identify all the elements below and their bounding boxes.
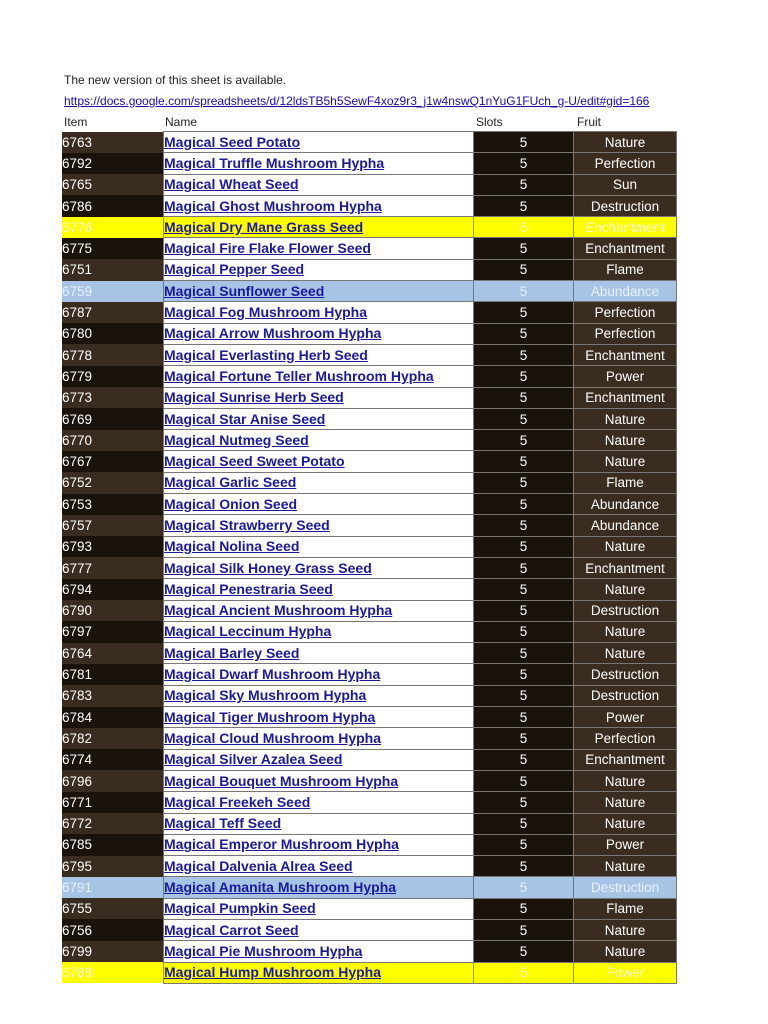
item-name-link[interactable]: Magical Fire Flake Flower Seed: [164, 240, 371, 257]
item-name-link[interactable]: Magical Onion Seed: [164, 495, 298, 512]
slots-cell: 5: [474, 238, 574, 259]
slots-cell: 5: [474, 770, 574, 791]
fruit-cell: Enchantment: [574, 387, 677, 408]
item-name-link[interactable]: Magical Pepper Seed: [164, 261, 305, 278]
name-cell: [164, 408, 474, 429]
item-id-cell: 6795: [62, 856, 164, 877]
table-row: [62, 941, 677, 962]
table-row: [62, 281, 677, 302]
fruit-cell: Perfection: [574, 153, 677, 174]
item-name-link[interactable]: Magical Nutmeg Seed: [164, 431, 309, 448]
slots-cell: 5: [474, 259, 574, 280]
item-id-cell: 6772: [62, 813, 164, 834]
table-row: [62, 557, 677, 578]
name-cell: [164, 770, 474, 791]
table-row: [62, 217, 677, 238]
item-id-cell: 6786: [62, 195, 164, 216]
fruit-cell: Nature: [574, 856, 677, 877]
item-id-cell: 6796: [62, 770, 164, 791]
fruit-cell: Power: [574, 834, 677, 855]
fruit-cell: Nature: [574, 430, 677, 451]
item-id-cell: 6751: [62, 259, 164, 280]
item-id-cell: 6765: [62, 174, 164, 195]
name-cell: [164, 515, 474, 536]
item-name-link[interactable]: Magical Hump Mushroom Hypha: [164, 964, 382, 981]
item-id-cell: 6752: [62, 472, 164, 493]
table-row: [62, 472, 677, 493]
table-row: [62, 153, 677, 174]
table-row: [62, 494, 677, 515]
table-body: [62, 132, 677, 984]
item-name-link[interactable]: Magical Bouquet Mushroom Hypha: [164, 772, 399, 789]
slots-cell: 5: [474, 281, 574, 302]
name-cell: [164, 238, 474, 259]
fruit-cell: Nature: [574, 643, 677, 664]
item-name-link[interactable]: Magical Teff Seed: [164, 815, 282, 832]
table-row: [62, 515, 677, 536]
table-row: [62, 323, 677, 344]
fruit-cell: Nature: [574, 813, 677, 834]
name-cell: [164, 919, 474, 940]
slots-cell: 5: [474, 579, 574, 600]
name-cell: [164, 366, 474, 387]
slots-cell: 5: [474, 195, 574, 216]
table-row: [62, 877, 677, 898]
slots-cell: 5: [474, 366, 574, 387]
fruit-cell: Nature: [574, 941, 677, 962]
name-cell: [164, 643, 474, 664]
name-cell: [164, 685, 474, 706]
item-name-link[interactable]: Magical Dry Mane Grass Seed: [164, 218, 364, 235]
item-name-link[interactable]: Magical Seed Sweet Potato: [164, 453, 345, 470]
slots-cell: 5: [474, 472, 574, 493]
table-row: [62, 792, 677, 813]
item-name-link[interactable]: Magical Barley Seed: [164, 644, 300, 661]
slots-cell: 5: [474, 515, 574, 536]
fruit-cell: Enchantment: [574, 238, 677, 259]
item-id-cell: 6782: [62, 728, 164, 749]
name-cell: [164, 813, 474, 834]
table-row: [62, 238, 677, 259]
name-cell: [164, 302, 474, 323]
name-cell: [164, 451, 474, 472]
slots-cell: 5: [474, 323, 574, 344]
fruit-cell: Destruction: [574, 877, 677, 898]
item-id-cell: 6769: [62, 408, 164, 429]
name-cell: [164, 557, 474, 578]
name-cell: [164, 153, 474, 174]
name-cell: [164, 749, 474, 770]
slots-cell: 5: [474, 664, 574, 685]
table-row: [62, 600, 677, 621]
fruit-cell: Abundance: [574, 281, 677, 302]
item-id-cell: 6771: [62, 792, 164, 813]
item-name-link[interactable]: Magical Fortune Teller Mushroom Hypha: [164, 367, 434, 384]
item-name-link[interactable]: Magical Truffle Mushroom Hypha: [164, 154, 385, 171]
table-row: [62, 451, 677, 472]
fruit-cell: Enchantment: [574, 749, 677, 770]
item-id-cell: 6784: [62, 707, 164, 728]
slots-cell: 5: [474, 749, 574, 770]
slots-cell: 5: [474, 919, 574, 940]
update-notice: The new version of this sheet is available.: [64, 73, 287, 87]
fruit-cell: Sun: [574, 174, 677, 195]
table-row: [62, 728, 677, 749]
items-table: [62, 131, 677, 984]
slots-cell: 5: [474, 217, 574, 238]
name-cell: [164, 579, 474, 600]
name-cell: [164, 387, 474, 408]
fruit-cell: Flame: [574, 259, 677, 280]
name-cell: [164, 472, 474, 493]
slots-cell: 5: [474, 707, 574, 728]
item-name-link[interactable]: Magical Ghost Mushroom Hypha: [164, 197, 382, 214]
name-cell: [164, 174, 474, 195]
fruit-cell: Power: [574, 707, 677, 728]
item-id-cell: 6791: [62, 877, 164, 898]
item-id-cell: 6776: [62, 217, 164, 238]
slots-cell: 5: [474, 600, 574, 621]
name-cell: [164, 728, 474, 749]
item-id-cell: 6767: [62, 451, 164, 472]
name-cell: [164, 281, 474, 302]
item-id-cell: 6788: [62, 962, 164, 983]
slots-cell: 5: [474, 451, 574, 472]
fruit-cell: Nature: [574, 408, 677, 429]
table-row: [62, 834, 677, 855]
item-name-link[interactable]: Magical Carrot Seed: [164, 921, 299, 938]
item-id-cell: 6759: [62, 281, 164, 302]
item-name-link[interactable]: Magical Fog Mushroom Hypha: [164, 304, 368, 321]
slots-cell: 5: [474, 408, 574, 429]
fruit-cell: Nature: [574, 770, 677, 791]
item-id-cell: 6770: [62, 430, 164, 451]
item-id-cell: 6778: [62, 344, 164, 365]
item-id-cell: 6755: [62, 898, 164, 919]
item-id-cell: 6785: [62, 834, 164, 855]
slots-cell: 5: [474, 536, 574, 557]
header-name: Name: [165, 115, 198, 129]
item-id-cell: 6757: [62, 515, 164, 536]
item-id-cell: 6764: [62, 643, 164, 664]
slots-cell: 5: [474, 898, 574, 919]
slots-cell: 5: [474, 344, 574, 365]
table-row: [62, 621, 677, 642]
name-cell: [164, 792, 474, 813]
table-row: [62, 685, 677, 706]
header-fruit: Fruit: [577, 115, 601, 129]
fruit-cell: Nature: [574, 451, 677, 472]
item-id-cell: 6799: [62, 941, 164, 962]
item-name-link[interactable]: Magical Amanita Mushroom Hypha: [164, 879, 397, 896]
table-row: [62, 898, 677, 919]
table-row: [62, 259, 677, 280]
name-cell: [164, 941, 474, 962]
item-name-link[interactable]: Magical Leccinum Hypha: [164, 623, 332, 640]
item-name-link[interactable]: Magical Nolina Seed: [164, 538, 300, 555]
name-cell: [164, 217, 474, 238]
fruit-cell: Destruction: [574, 664, 677, 685]
slots-cell: 5: [474, 621, 574, 642]
item-name-link[interactable]: Magical Star Anise Seed: [164, 410, 326, 427]
header-slots: Slots: [476, 115, 503, 129]
slots-cell: 5: [474, 153, 574, 174]
table-row: [62, 430, 677, 451]
item-id-cell: 6774: [62, 749, 164, 770]
slots-cell: 5: [474, 877, 574, 898]
table-row: [62, 195, 677, 216]
item-name-link[interactable]: Magical Sunflower Seed: [164, 282, 325, 299]
item-name-link[interactable]: Magical Dalvenia Alrea Seed: [164, 857, 353, 874]
name-cell: [164, 664, 474, 685]
name-cell: [164, 834, 474, 855]
fruit-cell: Destruction: [574, 195, 677, 216]
slots-cell: 5: [474, 962, 574, 983]
slots-cell: 5: [474, 813, 574, 834]
item-name-link[interactable]: Magical Tiger Mushroom Hypha: [164, 708, 376, 725]
sheet-link[interactable]: https://docs.google.com/spreadsheets/d/12ldsTB5h5SewF4xoz9r3_j1w4nswQ1nYuG1FUch_g-U/edit#gid=166: [64, 94, 650, 108]
item-id-cell: 6773: [62, 387, 164, 408]
fruit-cell: Abundance: [574, 515, 677, 536]
header-item: Item: [64, 115, 88, 129]
table-row: [62, 302, 677, 323]
fruit-cell: Perfection: [574, 728, 677, 749]
item-id-cell: 6790: [62, 600, 164, 621]
name-cell: [164, 856, 474, 877]
name-cell: [164, 877, 474, 898]
fruit-cell: Power: [574, 962, 677, 983]
slots-cell: 5: [474, 494, 574, 515]
fruit-cell: Enchantment: [574, 344, 677, 365]
fruit-cell: Flame: [574, 898, 677, 919]
fruit-cell: Flame: [574, 472, 677, 493]
table-row: [62, 707, 677, 728]
fruit-cell: Nature: [574, 132, 677, 153]
item-id-cell: 6783: [62, 685, 164, 706]
item-id-cell: 6797: [62, 621, 164, 642]
fruit-cell: Enchantment: [574, 557, 677, 578]
item-id-cell: 6792: [62, 153, 164, 174]
item-name-link[interactable]: Magical Cloud Mushroom Hypha: [164, 729, 382, 746]
item-id-cell: 6753: [62, 494, 164, 515]
fruit-cell: Destruction: [574, 685, 677, 706]
item-id-cell: 6794: [62, 579, 164, 600]
item-id-cell: 6763: [62, 132, 164, 153]
item-name-link[interactable]: Magical Wheat Seed: [164, 176, 299, 193]
slots-cell: 5: [474, 302, 574, 323]
item-name-link[interactable]: Magical Strawberry Seed: [164, 516, 330, 533]
table-row: [62, 962, 677, 983]
fruit-cell: Power: [574, 366, 677, 387]
table-row: [62, 387, 677, 408]
item-name-link[interactable]: Magical Ancient Mushroom Hypha: [164, 602, 393, 619]
name-cell: [164, 621, 474, 642]
slots-cell: 5: [474, 856, 574, 877]
name-cell: [164, 494, 474, 515]
slots-cell: 5: [474, 643, 574, 664]
item-id-cell: 6756: [62, 919, 164, 940]
name-cell: [164, 195, 474, 216]
item-name-link[interactable]: Magical Pie Mushroom Hypha: [164, 942, 363, 959]
fruit-cell: Nature: [574, 621, 677, 642]
slots-cell: 5: [474, 834, 574, 855]
name-cell: [164, 344, 474, 365]
name-cell: [164, 430, 474, 451]
item-name-link[interactable]: Magical Sunrise Herb Seed: [164, 389, 344, 406]
item-id-cell: 6779: [62, 366, 164, 387]
slots-cell: 5: [474, 941, 574, 962]
item-id-cell: 6787: [62, 302, 164, 323]
name-cell: [164, 898, 474, 919]
item-name-link[interactable]: Magical Seed Potato: [164, 133, 301, 150]
item-id-cell: 6777: [62, 557, 164, 578]
item-name-link[interactable]: Magical Dwarf Mushroom Hypha: [164, 666, 381, 683]
item-name-link[interactable]: Magical Arrow Mushroom Hypha: [164, 325, 382, 342]
fruit-cell: Nature: [574, 919, 677, 940]
slots-cell: 5: [474, 387, 574, 408]
table-row: [62, 856, 677, 877]
fruit-cell: Perfection: [574, 323, 677, 344]
table-row: [62, 749, 677, 770]
item-id-cell: 6780: [62, 323, 164, 344]
name-cell: [164, 600, 474, 621]
name-cell: [164, 132, 474, 153]
fruit-cell: Abundance: [574, 494, 677, 515]
fruit-cell: Enchantment: [574, 217, 677, 238]
item-id-cell: 6775: [62, 238, 164, 259]
slots-cell: 5: [474, 728, 574, 749]
item-name-link[interactable]: Magical Emperor Mushroom Hypha: [164, 836, 399, 853]
name-cell: [164, 707, 474, 728]
item-name-link[interactable]: Magical Garlic Seed: [164, 474, 297, 491]
item-name-link[interactable]: Magical Pumpkin Seed: [164, 900, 316, 917]
fruit-cell: Nature: [574, 536, 677, 557]
fruit-cell: Nature: [574, 579, 677, 600]
table-row: [62, 664, 677, 685]
table-row: [62, 536, 677, 557]
name-cell: [164, 323, 474, 344]
item-id-cell: 6781: [62, 664, 164, 685]
table-row: [62, 174, 677, 195]
item-name-link[interactable]: Magical Silk Honey Grass Seed: [164, 559, 372, 576]
fruit-cell: Nature: [574, 792, 677, 813]
table-row: [62, 919, 677, 940]
item-name-link[interactable]: Magical Sky Mushroom Hypha: [164, 687, 367, 704]
name-cell: [164, 962, 474, 983]
name-cell: [164, 536, 474, 557]
table-row: [62, 344, 677, 365]
slots-cell: 5: [474, 132, 574, 153]
item-id-cell: 6793: [62, 536, 164, 557]
item-name-link[interactable]: Magical Silver Azalea Seed: [164, 751, 343, 768]
item-name-link[interactable]: Magical Penestraria Seed: [164, 580, 333, 597]
table-row: [62, 366, 677, 387]
name-cell: [164, 259, 474, 280]
fruit-cell: Destruction: [574, 600, 677, 621]
slots-cell: 5: [474, 430, 574, 451]
table-row: [62, 643, 677, 664]
slots-cell: 5: [474, 557, 574, 578]
table-row: [62, 408, 677, 429]
table-row: [62, 579, 677, 600]
table-row: [62, 132, 677, 153]
table-row: [62, 813, 677, 834]
table-row: [62, 770, 677, 791]
slots-cell: 5: [474, 174, 574, 195]
fruit-cell: Perfection: [574, 302, 677, 323]
item-name-link[interactable]: Magical Freekeh Seed: [164, 793, 311, 810]
slots-cell: 5: [474, 685, 574, 706]
slots-cell: 5: [474, 792, 574, 813]
item-name-link[interactable]: Magical Everlasting Herb Seed: [164, 346, 368, 363]
